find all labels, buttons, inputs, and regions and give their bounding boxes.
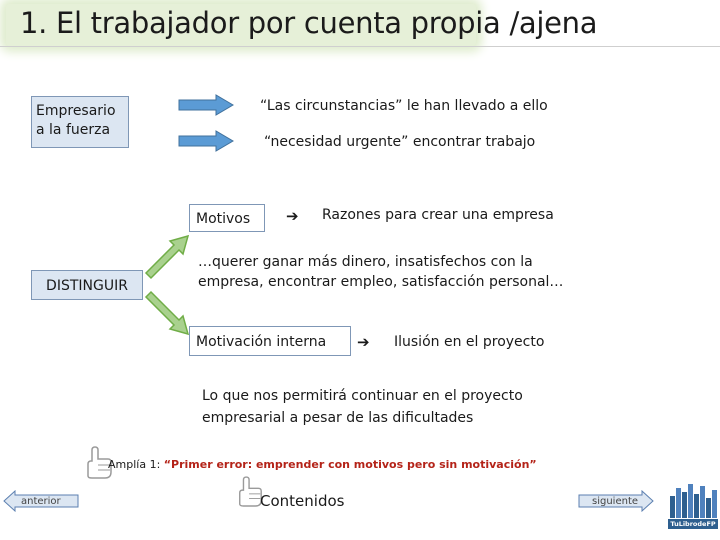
amplia-note[interactable] <box>108 458 537 471</box>
previous-label: anterior <box>21 496 61 507</box>
arrow-right-icon <box>178 94 234 116</box>
title-divider <box>0 46 720 47</box>
arrow-down-right-icon <box>142 288 192 338</box>
motivos-label: Motivos <box>196 211 251 227</box>
distinguir-box <box>31 270 143 300</box>
amplia-prefix: Amplía 1: <box>108 458 164 471</box>
page-title: 1. El trabajador por cuenta propia /ajena <box>20 6 598 40</box>
previous-button[interactable] <box>3 490 79 512</box>
arrow-right-icon <box>178 130 234 152</box>
motivos-definition: Razones para crear una empresa <box>322 207 554 223</box>
motivos-box <box>189 204 265 232</box>
empresario-reason-2: “necesidad urgente” encontrar trabajo <box>264 134 536 150</box>
empresario-label-line1: Empresario <box>36 103 116 119</box>
motivacion-definition: Ilusión en el proyecto <box>394 334 545 350</box>
motivacion-explanation-line1: Lo que nos permitirá continuar en el proyecto <box>202 388 523 404</box>
motivacion-explanation-line2: empresarial a pesar de las dificultades <box>202 410 474 426</box>
next-button[interactable] <box>578 490 654 512</box>
empresario-reason-1: “Las circunstancias” le han llevado a ello <box>260 98 548 114</box>
motivos-examples-line2: empresa, encontrar empleo, satisfacción personal… <box>198 274 564 290</box>
amplia-quote: “Primer error: emprender con motivos pero sin motivación” <box>163 458 537 471</box>
contents-link[interactable]: Contenidos <box>260 492 345 510</box>
empresario-box <box>31 96 129 148</box>
arrow-up-right-icon <box>142 232 192 282</box>
motivacion-label: Motivación interna <box>196 334 327 350</box>
tulibrodefp-logo <box>668 482 718 532</box>
logo-brand-text: TuLibrodeFP <box>668 519 718 529</box>
next-label: siguiente <box>592 496 639 507</box>
arrow-icon: ➔ <box>286 207 299 225</box>
motivos-examples-line1: …querer ganar más dinero, insatisfechos con la <box>198 254 533 270</box>
empresario-label-line2: a la fuerza <box>36 122 111 138</box>
arrow-icon: ➔ <box>357 333 370 351</box>
distinguir-label: DISTINGUIR <box>46 278 128 294</box>
motivacion-box <box>189 326 351 356</box>
